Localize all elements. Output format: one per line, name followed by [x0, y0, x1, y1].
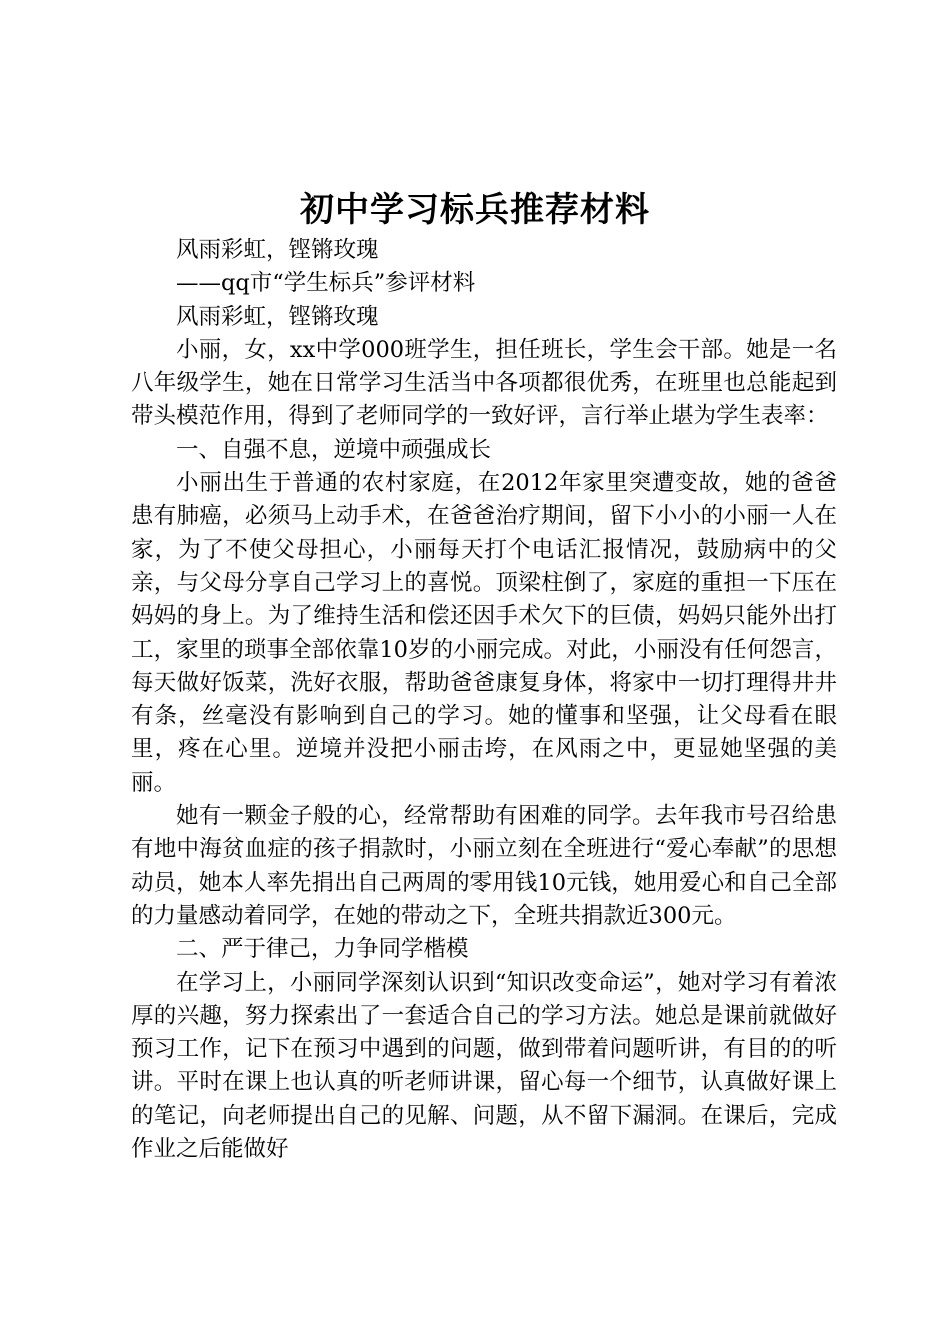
- body-paragraph: 在学习上，小丽同学深刻认识到“知识改变命运”，她对学习有着浓厚的兴趣，努力探索出了一套适合自己的学习方法。她总是课前就做好预习工作，记下在预习中遇到的问题，做到带着问题听讲，有目的的听讲。平时在课上也认真的听老师讲课，留心每一个细节，认真做好课上的笔记，向老师提出自己的见解、问题，从不留下漏洞。在课后，完成作业之后能做好: [131, 969, 837, 1163]
- intro-paragraph: 小丽，女，xx中学000班学生，担任班长，学生会干部。她是一名八年级学生，她在日常学习生活当中各项都很优秀，在班里也总能起到带头模范作用，得到了老师同学的一致好评，言行举止堪为学生表率：: [131, 336, 837, 430]
- subtitle-source-line: ——qq市“学生标兵”参评材料: [176, 270, 476, 297]
- body-paragraph: 她有一颗金子般的心，经常帮助有困难的同学。去年我市号召给患有地中海贫血症的孩子捐款时，小丽立刻在全班进行“爱心奉献”的思想动员，她本人率先捐出自己两周的零用钱10元钱，她用爱心和自己全部的力量感动着同学，在她的带动之下，全班共捐款近300元。: [131, 803, 837, 929]
- subtitle-line-repeat: 风雨彩虹，铿锵玫瑰: [176, 303, 379, 330]
- section-heading-2: 二、严于律己，力争同学楷模: [176, 936, 469, 963]
- body-paragraph: 小丽出生于普通的农村家庭，在2012年家里突遭变故，她的爸爸患有肺癌，必须马上动手术，在爸爸治疗期间，留下小小的小丽一人在家，为了不使父母担心，小丽每天打个电话汇报情况，鼓励病中的父亲，与父母分享自己学习上的喜悦。顶梁柱倒了，家庭的重担一下压在妈妈的身上。为了维持生活和偿还因手术欠下的巨债，妈妈只能外出打工，家里的琐事全部依靠10岁的小丽完成。对此，小丽没有任何怨言，每天做好饭菜，洗好衣服，帮助爸爸康复身体，将家中一切打理得井井有条，丝毫没有影响到自己的学习。她的懂事和坚强，让父母看在眼里，疼在心里。逆境并没把小丽击垮，在风雨之中，更显她坚强的美丽。: [131, 470, 837, 796]
- document-title: 初中学习标兵推荐材料: [300, 190, 650, 230]
- subtitle-line: 风雨彩虹，铿锵玫瑰: [176, 237, 379, 263]
- section-heading-1: 一、自强不息，逆境中顽强成长: [176, 436, 492, 463]
- document-body: [131, 234, 837, 1166]
